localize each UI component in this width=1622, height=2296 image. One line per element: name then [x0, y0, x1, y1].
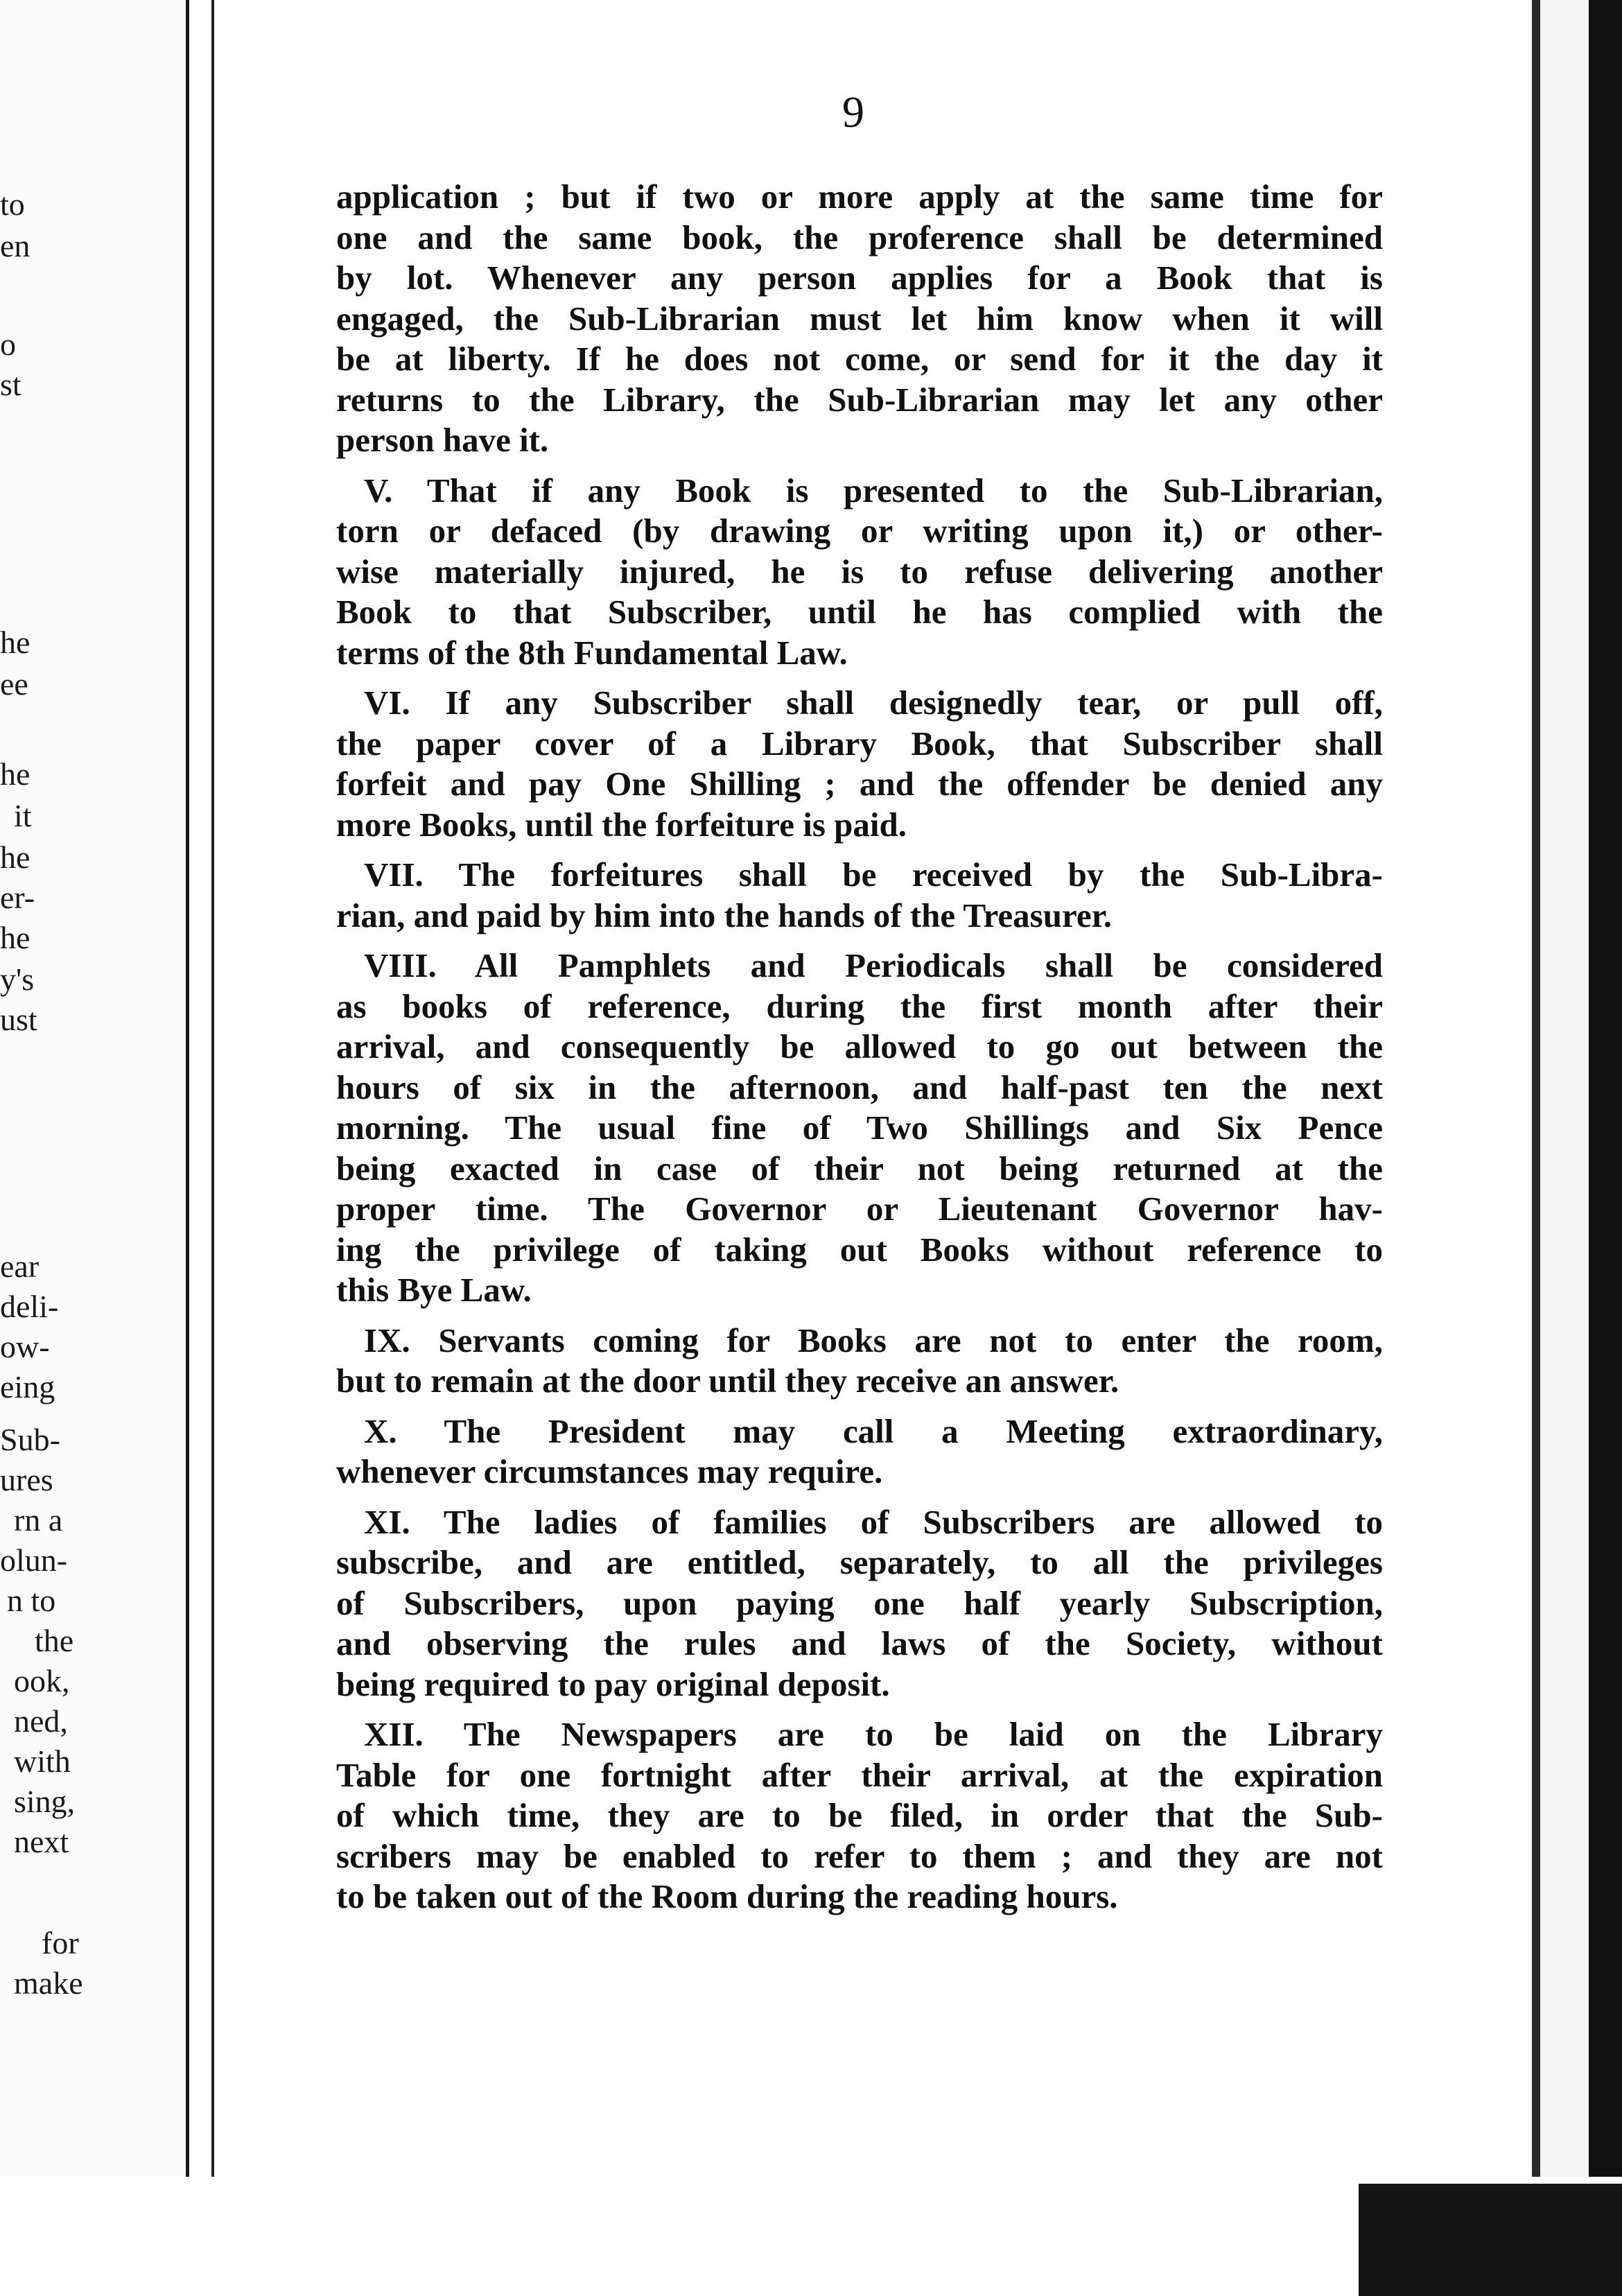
text-line: whenever circumstances may require. — [336, 1452, 883, 1490]
bye-law-vi — [336, 683, 1383, 845]
margin-fragment: y's — [0, 962, 35, 997]
text-line: be at liberty. If he does not come, or send for it the day it — [336, 340, 1383, 378]
text-line: more Books, until the forfeiture is paid. — [336, 805, 907, 844]
margin-fragment: he — [0, 756, 30, 792]
text-line: scribers may be enabled to refer to them ; and they are not — [336, 1836, 1383, 1875]
text-line: being required to pay original deposit. — [336, 1664, 890, 1703]
text-line: Book to that Subscriber, until he has complied with the — [336, 593, 1383, 631]
bye-law-v — [336, 471, 1383, 674]
text-line: rian, and paid by him into the hands of the Treasurer. — [336, 896, 1113, 934]
text-line: as books of reference, during the first month after their — [336, 986, 1383, 1025]
margin-fragment: next — [14, 1824, 69, 1859]
bye-law-x — [336, 1411, 1383, 1493]
margin-fragment: the — [35, 1623, 74, 1658]
text-line: V. That if any Book is presented to the Sub-Librarian, — [364, 471, 1383, 510]
margin-fragment: ear — [0, 1249, 40, 1284]
gutter-line — [186, 0, 189, 2296]
text-line: VIII. All Pamphlets and Periodicals shall be considered — [364, 946, 1383, 984]
margin-fragment: he — [0, 625, 30, 660]
bye-law-vii — [336, 855, 1383, 936]
bye-law-xii — [336, 1714, 1383, 1917]
margin-fragment: en — [0, 228, 30, 263]
margin-fragment: ow- — [0, 1329, 50, 1364]
text-line: to be taken out of the Room during the reading hours. — [336, 1877, 1118, 1915]
margin-fragment: olun- — [0, 1542, 68, 1578]
text-line: Table for one fortnight after their arrival, at the expiration — [336, 1755, 1383, 1794]
text-line: one and the same book, the proference shall be determined — [336, 218, 1383, 256]
page-edge — [1532, 0, 1540, 2274]
text-line: forfeit and pay One Shilling ; and the offender be denied any — [336, 765, 1383, 803]
text-line: IX. Servants coming for Books are not to enter the room, — [364, 1321, 1383, 1359]
text-line: terms of the 8th Fundamental Law. — [336, 633, 848, 672]
text-line: torn or defaced (by drawing or writing upon it,) or other- — [336, 512, 1383, 550]
text-line: of which time, they are to be filed, in order that the Sub- — [336, 1796, 1383, 1834]
text-line: by lot. Whenever any person applies for a Book that is — [336, 259, 1383, 297]
margin-fragment: ee — [0, 666, 28, 702]
continued-paragraph — [336, 177, 1383, 461]
margin-fragment: sing, — [14, 1784, 76, 1819]
margin-fragment: er- — [0, 880, 35, 915]
margin-fragment: deli- — [0, 1289, 59, 1324]
margin-fragment: ures — [0, 1462, 53, 1497]
text-line: VI. If any Subscriber shall designedly tear, or pull off, — [364, 684, 1383, 722]
text-line: ing the privilege of taking out Books without reference to — [336, 1230, 1383, 1269]
text-line: application ; but if two or more apply at the same time for — [336, 177, 1383, 216]
text-line: arrival, and consequently be allowed to go out between the — [336, 1027, 1383, 1066]
margin-fragment: make — [14, 1965, 83, 2001]
margin-fragment: with — [14, 1743, 71, 1779]
margin-fragment: for — [42, 1925, 79, 1960]
text-line: X. The President may call a Meeting extraordinary, — [364, 1411, 1383, 1450]
text-line: this Bye Law. — [336, 1271, 532, 1309]
text-line: of Subscribers, upon paying one half yearly Subscription, — [336, 1583, 1383, 1622]
margin-fragment: he — [0, 920, 30, 955]
text-line: XII. The Newspapers are to be laid on the Library — [364, 1715, 1383, 1753]
margin-fragment: it — [14, 798, 32, 833]
text-line: and observing the rules and laws of the Society, without — [336, 1624, 1383, 1662]
margin-fragment: he — [0, 840, 30, 875]
text-line: returns to the Library, the Sub-Librarian may let any other — [336, 380, 1383, 419]
margin-fragment: n to — [7, 1583, 56, 1618]
text-line: subscribe, and are entitled, separately, to all the privileges — [336, 1543, 1383, 1581]
body-text — [336, 177, 1383, 1917]
text-line: XI. The ladies of families of Subscribers are allowed to — [364, 1502, 1383, 1541]
margin-fragment: eing — [0, 1369, 55, 1404]
scan-corner-shadow — [1359, 2184, 1622, 2296]
bye-law-xi — [336, 1502, 1383, 1705]
margin-fragment: ust — [0, 1002, 37, 1037]
text-line: person have it. — [336, 421, 549, 459]
text-line: the paper cover of a Library Book, that Subscriber shall — [336, 724, 1383, 763]
text-line: engaged, the Sub-Librarian must let him know when it will — [336, 299, 1383, 338]
page-edge-shadow — [1540, 0, 1589, 2274]
text-line: being exacted in case of their not being returned at the — [336, 1149, 1383, 1188]
bye-law-viii — [336, 946, 1383, 1311]
text-line: hours of six in the afternoon, and half-past ten the next — [336, 1068, 1383, 1106]
text-line: but to remain at the door until they receive an answer. — [336, 1362, 1119, 1400]
text-line: wise materially injured, he is to refuse delivering another — [336, 552, 1383, 591]
margin-fragment: rn a — [14, 1502, 63, 1538]
bye-law-ix — [336, 1321, 1383, 1402]
text-line: proper time. The Governor or Lieutenant Governor hav- — [336, 1190, 1383, 1228]
text-line: morning. The usual fine of Two Shillings and Six Pence — [336, 1108, 1383, 1147]
margin-fragment: ned, — [14, 1703, 68, 1739]
adjacent-page-fragment — [0, 0, 187, 2296]
page-number: 9 — [842, 87, 864, 137]
margin-fragment: o — [0, 327, 16, 362]
scan-border — [1589, 0, 1622, 2296]
text-line: VII. The forfeitures shall be received by the Sub-Libra- — [364, 855, 1383, 894]
margin-fragment: Sub- — [0, 1422, 60, 1457]
margin-fragment: ook, — [14, 1663, 70, 1698]
margin-fragment: st — [0, 367, 21, 402]
margin-fragment: to — [0, 186, 25, 222]
